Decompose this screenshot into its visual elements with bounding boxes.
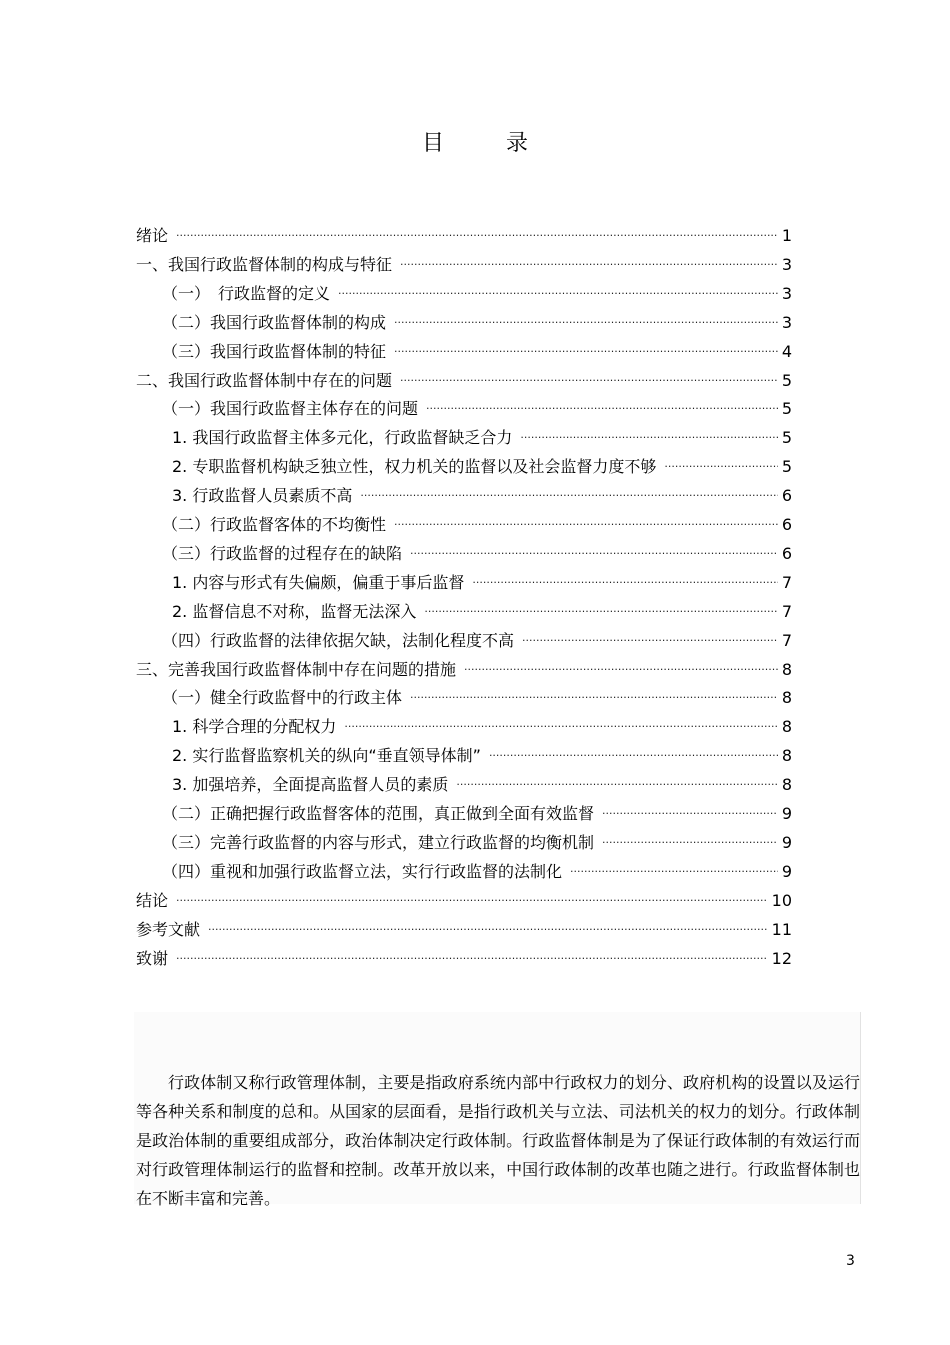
toc-entry-page: 7: [781, 630, 792, 650]
toc-leader-dots: [394, 313, 778, 333]
toc-entry[interactable]: [136, 914, 792, 940]
toc-entry[interactable]: [136, 451, 792, 477]
toc-entry-label: （二）正确把握行政监督客体的范围，真正做到全面有效监督: [162, 804, 595, 823]
toc-entry[interactable]: [136, 220, 792, 246]
toc-entry-label: （三）我国行政监督体制的特征: [162, 341, 387, 361]
toc-leader-dots: [522, 631, 778, 651]
toc-leader-dots: [360, 486, 777, 506]
toc-entry-label: 二、我国行政监督体制中存在的问题: [136, 370, 393, 390]
toc-leader-dots: [176, 891, 768, 911]
toc-entry-label: 参考文献: [136, 919, 201, 939]
toc-entry-label: （三）行政监督的过程存在的缺陷: [162, 543, 403, 563]
toc-entry[interactable]: [136, 711, 792, 737]
toc-entry-page: 5: [781, 428, 792, 448]
toc-entry[interactable]: [136, 798, 792, 824]
toc-leader-dots: [426, 399, 778, 419]
toc-entry-page: 3: [781, 254, 792, 274]
toc-entry[interactable]: [136, 827, 792, 853]
toc-leader-dots: [208, 920, 768, 940]
toc-entry-page: 11: [771, 919, 792, 939]
toc-entry[interactable]: [136, 654, 792, 680]
toc-leader-dots: [664, 457, 777, 477]
toc-entry-label: 1. 我国行政监督主体多元化，行政监督缺乏合力: [172, 428, 513, 448]
toc-entry-page: 3: [781, 283, 792, 303]
title-char-left: 目: [421, 131, 444, 156]
toc-leader-dots: [456, 775, 777, 795]
toc-entry-label: 1. 内容与形式有失偏颇，偏重于事后监督: [172, 572, 465, 592]
toc-entry-page: 5: [781, 399, 792, 419]
toc-entry-label: （二）我国行政监督体制的构成: [162, 312, 387, 332]
toc-leader-dots: [464, 660, 778, 680]
toc-leader-dots: [489, 746, 778, 766]
toc-entry-page: 9: [781, 861, 792, 881]
toc-leader-dots: [338, 284, 778, 304]
toc-leader-dots: [176, 226, 778, 246]
toc-entry-page: 7: [781, 572, 792, 592]
toc-entry[interactable]: [136, 856, 792, 882]
body-text: [136, 1068, 860, 1213]
toc-leader-dots: [410, 544, 778, 564]
toc-entry-label: （四）重视和加强行政监督立法，实行行政监督的法制化: [162, 861, 563, 881]
toc-entry-page: 1: [781, 226, 792, 245]
toc-leader-dots: [602, 804, 778, 824]
toc-leader-dots: [570, 862, 778, 882]
toc-entry-page: 10: [771, 890, 792, 910]
toc-entry-page: 4: [781, 341, 792, 361]
toc-entry[interactable]: [136, 625, 792, 651]
toc-entry-page: 7: [781, 601, 792, 621]
toc-entry[interactable]: [136, 567, 792, 593]
toc-leader-dots: [394, 342, 778, 362]
toc-entry-label: 绪论: [136, 226, 169, 245]
toc-entry[interactable]: [136, 740, 792, 766]
toc-entry[interactable]: [136, 769, 792, 795]
toc-entry-label: 2. 专职监督机构缺乏独立性，权力机关的监督以及社会监督力度不够: [172, 457, 657, 477]
toc-entry-page: 8: [781, 717, 792, 737]
body-paragraph: 行政体制又称行政管理体制，主要是指政府系统内部中行政权力的划分、政府机构的设置以及运行等各种关系和制度的总和。从国家的层面看，是指行政机关与立法、司法机关的权力的划分。行政体制是政治体制的重要组成部分，政治体制决定行政体制。行政监督体制是为了保证行政体制的有效运行而对行政管理体制运行的监督和控制。改革开放以来，中国行政体制的改革也随之进行。行政监督体制也在不断丰富和完善。: [136, 1073, 860, 1208]
toc-entry[interactable]: [136, 885, 792, 911]
toc-entry-page: 9: [781, 804, 792, 823]
toc-entry-label: 结论: [136, 890, 169, 910]
toc-entry-page: 8: [781, 688, 792, 708]
toc-leader-dots: [400, 255, 778, 275]
page-number: 3: [846, 1253, 855, 1269]
toc-entry-page: 3: [781, 312, 792, 332]
toc-leader-dots: [394, 515, 778, 535]
toc-entry[interactable]: [136, 249, 792, 275]
page-title: [0, 126, 950, 157]
toc-leader-dots: [472, 573, 777, 593]
toc-entry-page: 6: [781, 515, 792, 534]
toc-entry[interactable]: [136, 365, 792, 391]
toc-leader-dots: [344, 717, 777, 737]
toc-leader-dots: [410, 688, 778, 708]
toc-entry-page: 9: [781, 832, 792, 852]
toc-entry[interactable]: [136, 682, 792, 708]
toc-entry-page: 8: [781, 746, 792, 766]
toc-entry-label: 1. 科学合理的分配权力: [172, 717, 337, 737]
title-char-right: 录: [506, 131, 529, 156]
toc-entry[interactable]: [136, 278, 792, 304]
toc-leader-dots: [520, 428, 777, 448]
toc-entry-page: 5: [781, 370, 792, 390]
toc-entry-page: 8: [781, 775, 792, 795]
toc-entry-page: 6: [781, 486, 792, 506]
toc-entry-label: （二）行政监督客体的不均衡性: [162, 515, 387, 534]
toc-entry-label: 三、完善我国行政监督体制中存在问题的措施: [136, 659, 457, 679]
toc-entry[interactable]: [136, 509, 792, 535]
toc-entry-page: 5: [781, 457, 792, 477]
toc-entry-label: 3. 加强培养，全面提高监督人员的素质: [172, 775, 449, 795]
toc-entry-label: （三）完善行政监督的内容与形式，建立行政监督的均衡机制: [162, 832, 595, 852]
toc-entry[interactable]: [136, 393, 792, 419]
toc-entry-page: 6: [781, 543, 792, 563]
toc-entry-page: 12: [771, 948, 792, 968]
toc-leader-dots: [424, 602, 777, 622]
toc-entry[interactable]: [136, 480, 792, 506]
toc-leader-dots: [400, 371, 778, 391]
toc-entry[interactable]: [136, 307, 792, 333]
toc-entry-label: （四）行政监督的法律依据欠缺，法制化程度不高: [162, 630, 515, 650]
toc-entry-label: （一） 行政监督的定义: [162, 283, 331, 303]
toc-leader-dots: [602, 833, 778, 853]
toc-entry-label: 2. 监督信息不对称，监督无法深入: [172, 601, 417, 621]
toc-entry-label: 3. 行政监督人员素质不高: [172, 486, 353, 506]
toc-entry[interactable]: [136, 943, 792, 969]
toc-entry[interactable]: [136, 422, 792, 448]
toc-entry[interactable]: [136, 538, 792, 564]
toc-entry-page: 8: [781, 659, 792, 679]
toc-entry-label: 一、我国行政监督体制的构成与特征: [136, 254, 393, 274]
toc-entry[interactable]: [136, 596, 792, 622]
toc-entry-label: 致谢: [136, 948, 169, 968]
toc-entry-label: （一）我国行政监督主体存在的问题: [162, 399, 419, 419]
toc-entry-label: 2. 实行监督监察机关的纵向“垂直领导体制”: [172, 746, 481, 766]
toc-entry-label: （一）健全行政监督中的行政主体: [162, 688, 403, 708]
toc-leader-dots: [176, 949, 768, 969]
toc-entry[interactable]: [136, 336, 792, 362]
